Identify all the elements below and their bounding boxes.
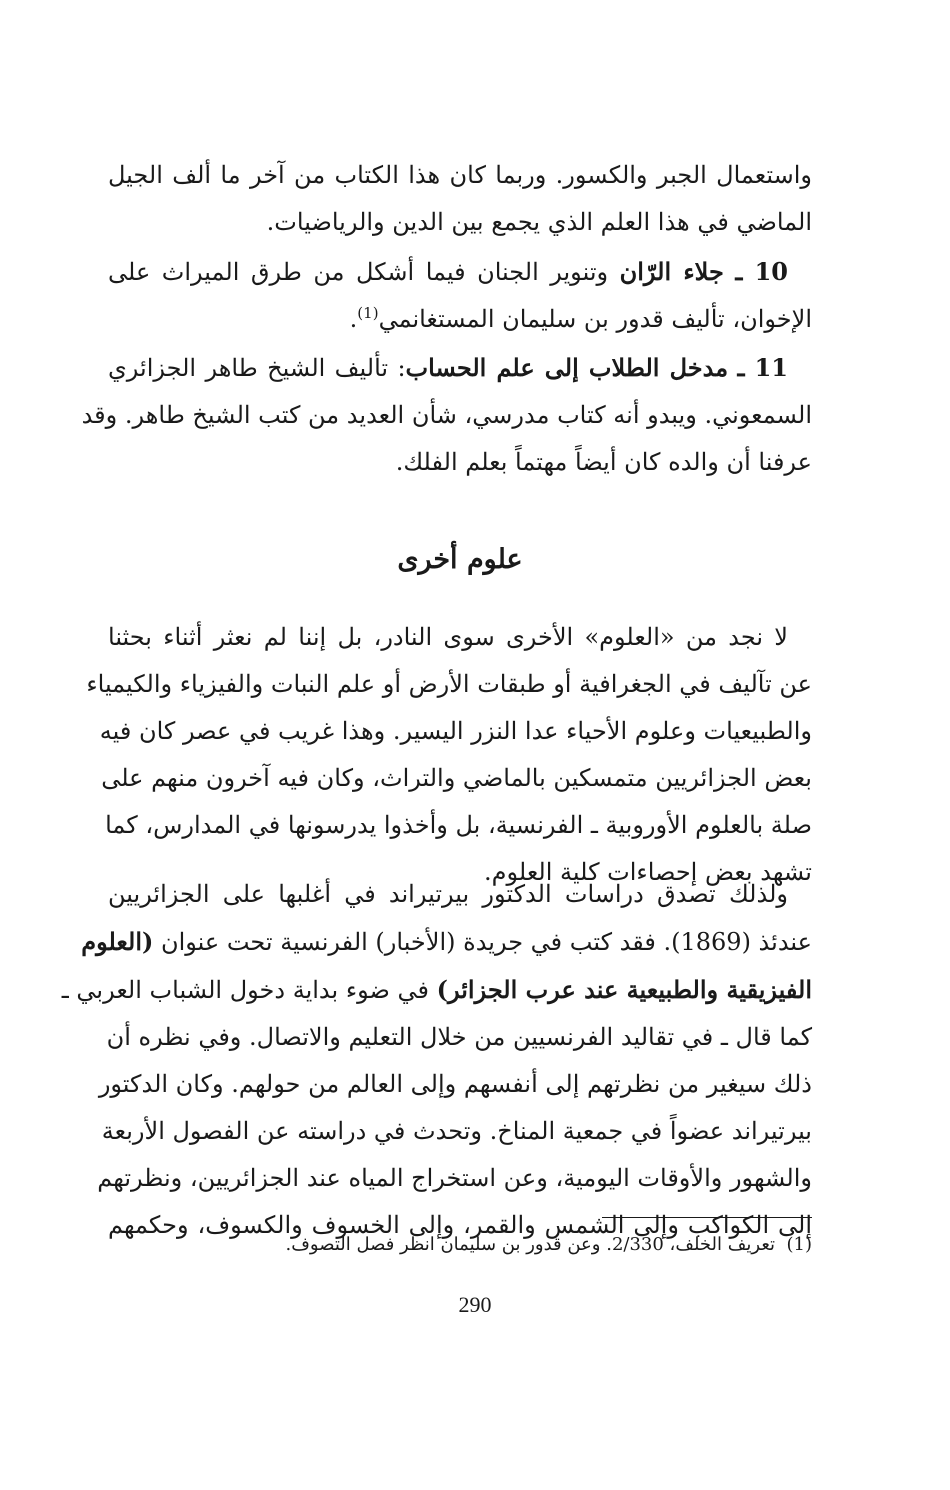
text-line: [108, 296, 812, 343]
text-line: واستعمال الجبر والكسور. وربما كان هذا الكتاب من آخر ما ألف الجيل: [108, 161, 812, 189]
text-span: الإخوان، تأليف قدور بن سليمان المستغانمي: [378, 305, 812, 333]
section-heading: علوم أخرى: [397, 544, 523, 575]
text-line: الماضي في هذا العلم الذي يجمع بين الدين والرياضيات.: [266, 208, 812, 236]
text-line: تشهد بعض إحصاءات كلية العلوم.: [484, 858, 812, 886]
text-span: .: [349, 305, 358, 333]
text-line: عن تآليف في الجغرافية أو طبقات الأرض أو علم النبات والفيزياء والكيمياء: [86, 670, 812, 698]
text-line: كما قال ـ في تقاليد الفرنسيين من خلال التعليم والاتصال. وفي نظره أن: [106, 1023, 812, 1051]
text-span: وتنوير الجنان فيما أشكل من طرق الميراث على: [108, 258, 609, 286]
bold-title: الفيزيقية والطبيعية عند عرب الجزائر): [436, 975, 812, 1004]
book-title: جلاء الرّان: [619, 257, 724, 286]
list-item-11-continued: [81, 392, 812, 486]
list-item-10: [108, 248, 812, 343]
footnote-number: (1): [786, 1234, 812, 1255]
text-line: والطبيعيات وعلوم الأحياء عدا النزر اليسير. وهذا غريب في عصر كان فيه: [99, 717, 812, 745]
list-item-11: [108, 344, 812, 392]
text-line: صلة بالعلوم الأوروبية ـ الفرنسية، بل وأخذوا يدرسونها في المدارس، كما: [105, 811, 812, 839]
text-line: [108, 344, 812, 392]
paragraph-algebra-conclusion: [108, 152, 812, 246]
text-span: في ضوء بداية دخول الشباب العربي ـ: [61, 976, 429, 1004]
paragraph-bertrand-studies: [61, 871, 812, 1249]
text-line: [81, 918, 812, 966]
text-line: ذلك سيغير من نظرتهم إلى أنفسهم وإلى العالم من حولهم. وكان الدكتور: [98, 1070, 812, 1098]
paragraph-other-sciences: [86, 614, 812, 896]
item-number: 11 ـ: [737, 353, 788, 382]
footnote-reference: (1): [357, 304, 379, 322]
text-line: عرفنا أن والده كان أيضاً مهتماً بعلم الفلك.: [395, 448, 812, 476]
bold-title: (العلوم: [81, 927, 154, 956]
text-line: إلى الكواكب وإلى الشمس والقمر، وإلى الخسوف والكسوف، وحكمهم: [108, 1211, 812, 1239]
text-line: والشهور والأوقات اليومية، وعن استخراج المياه عند الجزائريين، ونظرتهم: [97, 1164, 812, 1192]
footnote-text: تعريف الخلف، 2/330. وعن قدور بن سليمان انظر فصل التصوف.: [285, 1234, 776, 1255]
book-title: مدخل الطلاب إلى علم الحساب: [405, 353, 729, 382]
text-line: بيرتيراند عضواً في جمعية المناخ. وتحدث في دراسته عن الفصول الأربعة: [101, 1117, 812, 1145]
text-span: لا نجد من «العلوم» الأخرى سوى النادر، بل إننا لم نعثر أثناء بحثنا: [108, 623, 788, 651]
text-line: بعض الجزائريين متمسكين بالماضي والتراث، وكان فيه آخرون منهم على: [101, 764, 812, 792]
footnote: [108, 1230, 812, 1260]
text-line: [61, 966, 812, 1014]
text-line: [108, 248, 812, 296]
text-span: عندئذ (1869). فقد كتب في جريدة (الأخبار) الفرنسية تحت عنوان: [160, 928, 812, 956]
footnote-divider: [602, 1217, 812, 1218]
page-number: 290: [458, 1292, 492, 1317]
text-span: : تأليف الشيخ طاهر الجزائري: [108, 354, 406, 382]
text-line: السمعوني. ويبدو أنه كتاب مدرسي، شأن العديد من كتب الشيخ طاهر. وقد: [81, 401, 812, 429]
text-span: ولذلك تصدق دراسات الدكتور بيرتيراند في أغلبها على الجزائريين: [108, 880, 788, 908]
text-line: [108, 871, 812, 918]
item-number: 10 ـ: [735, 257, 788, 286]
text-line: [108, 614, 812, 661]
